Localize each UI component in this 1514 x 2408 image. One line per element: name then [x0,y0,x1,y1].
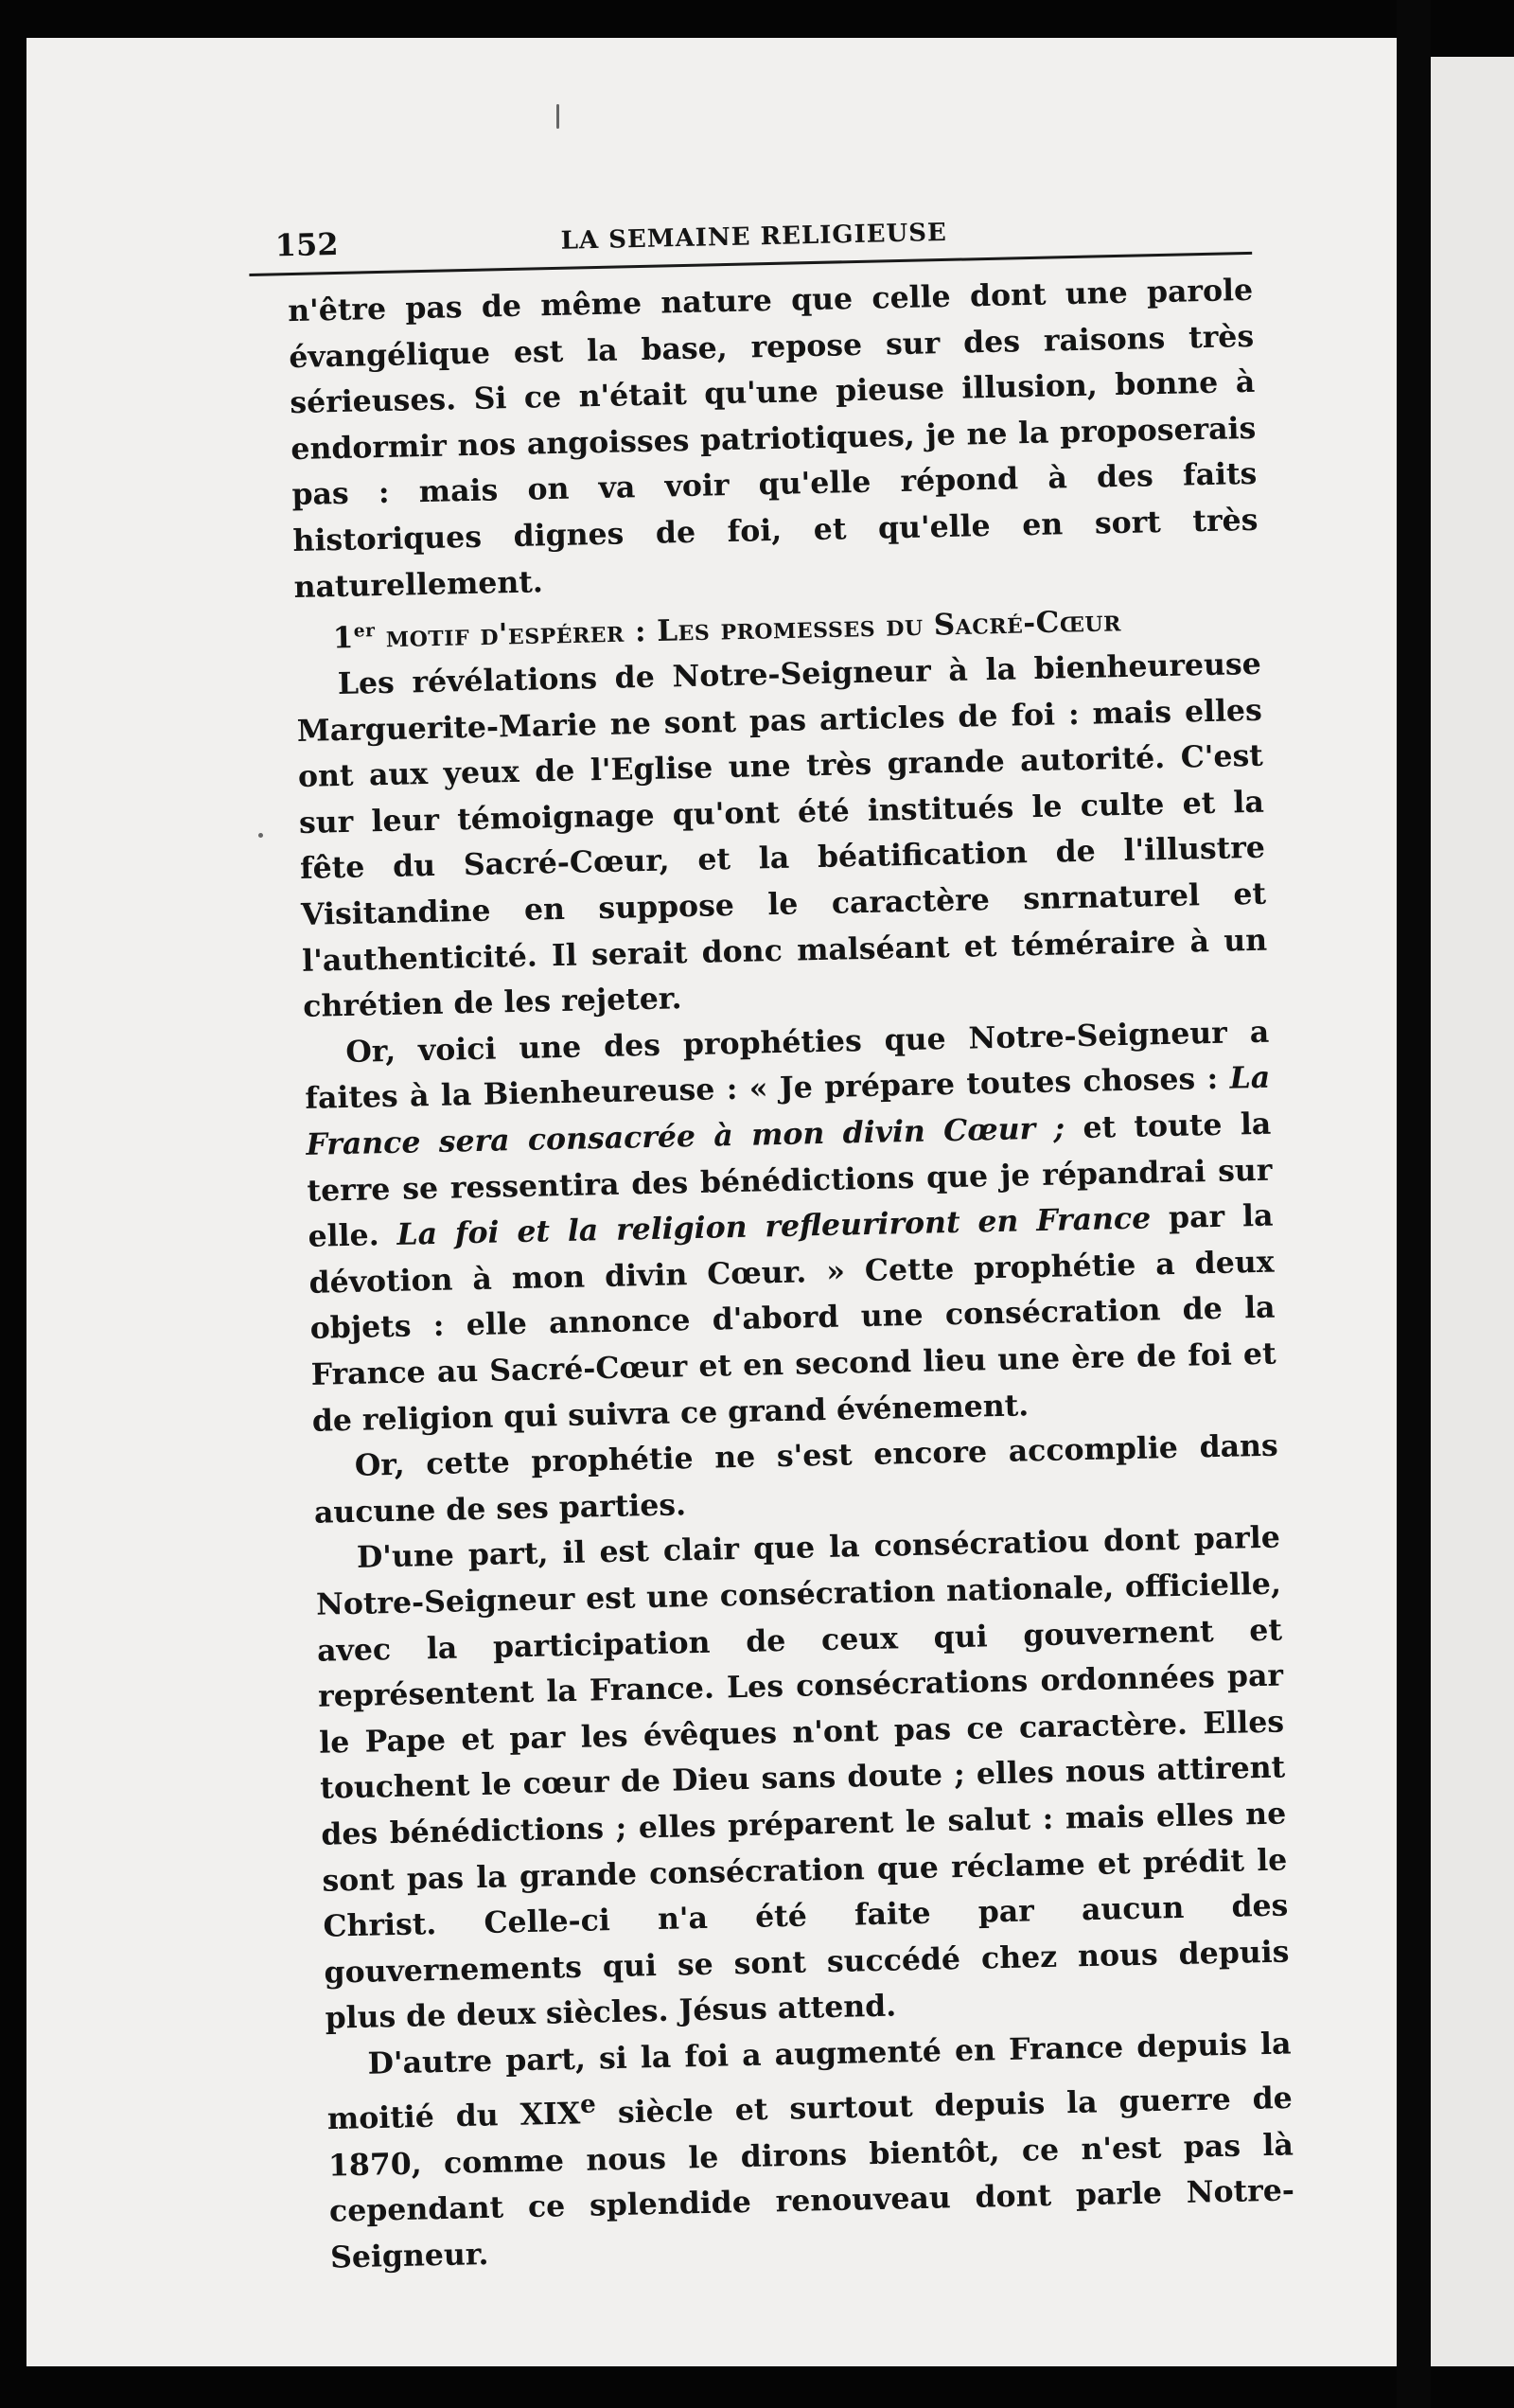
heading-number: 1 [332,621,355,656]
text-run: et toute la terre se ressentira des bénédictions que je répandrai sur elle. [307,1106,1273,1255]
paragraph [304,1009,1277,1443]
scan-mark [556,104,559,129]
italic-quote: La France sera consacrée à mon divin Cœur ; [306,1060,1271,1162]
century-numeral: XIX [519,2096,581,2134]
heading-ordinal: er [353,621,376,642]
page-number: 152 [274,225,339,264]
paragraph: Les révélations de Notre-Seigneur à la bienheureuse Marguerite-Marie ne sont pas articles de foi : mais elles ont aux yeux de l'Eglise une très grande autorité. C'est sur leur témoignage qu'ont été institués le culte et la fête du Sacré-Cœur, et la béatification de l'illustre Visitandine en suppose le caractère snrnaturel et l'authenticité. Il serait donc malséant et téméraire à un chrétien de les rejeter. [296,646,1268,1025]
body-text [250,268,1296,2282]
paragraph: Or, cette prophétie ne s'est encore accomplie dans aucune de ses parties. [313,1427,1279,1531]
text-run: par la dévotion à mon divin Cœur. » Cette prophétie a deux objets : elle annonce d'abord une consécration de la France au Sacré-Cœur et en second lieu une ère de foi et de religion qui suivra ce grand événement. [308,1197,1276,1439]
text-run: siècle et surtout depuis la guerre de 1870, comme nous le dirons bientôt, ce n'est pas là cependant ce splendide renouveau dont parle Notre-Seigneur. [327,2080,1295,2275]
page-gutter [1397,0,1431,2408]
text-run: Or, voici une des prophéties que Notre-Seigneur a faites à la Bienheureuse : « Je prépare toutes choses : [305,1014,1270,1117]
paragraph [326,2021,1295,2281]
running-title: LA SEMAINE RELIGIEUSE [560,218,948,256]
italic-quote: La foi et la religion refleuriront en France [396,1200,1152,1253]
century-ordinal: e [579,2089,597,2120]
text-run: D'autre part, si la foi a augmenté en France depuis la moitié du [326,2026,1292,2137]
paragraph: n'être pas de même nature que celle dont une parole évangélique est la base, repose sur des raisons très sérieuses. Si ce n'était qu'une pieuse illusion, bonne à endormir nos angoisses patriotiques, je ne la proposerais pas : mais on va voir qu'elle répond à des faits historiques dignes de foi, et qu'elle en sort très naturellement. [287,272,1259,605]
adjacent-page-edge [1431,57,1514,2366]
heading-text: motif d'espérer : Les promesses du Sacré-Cœur [385,604,1122,655]
page-content [248,191,1295,2282]
paragraph: D'une part, il est clair que la consécratiou dont parle Notre-Seigneur est une consécration nationale, officielle, avec la participation de ceux qui gouvernent et représentent la France. Les consécrations ordonnées par le Pape et par les évêques n'ont pas ce caractère. Elles touchent le cœur de Dieu sans doute ; elles nous attirent des bénédictions ; elles préparent le salut : mais elles ne sont pas la grande consécration que réclame et prédit le Christ. Celle-ci n'a été faite par aucun des gouvernements qui se sont succédé chez nous depuis plus de deux siècles. Jésus attend. [315,1519,1290,2036]
